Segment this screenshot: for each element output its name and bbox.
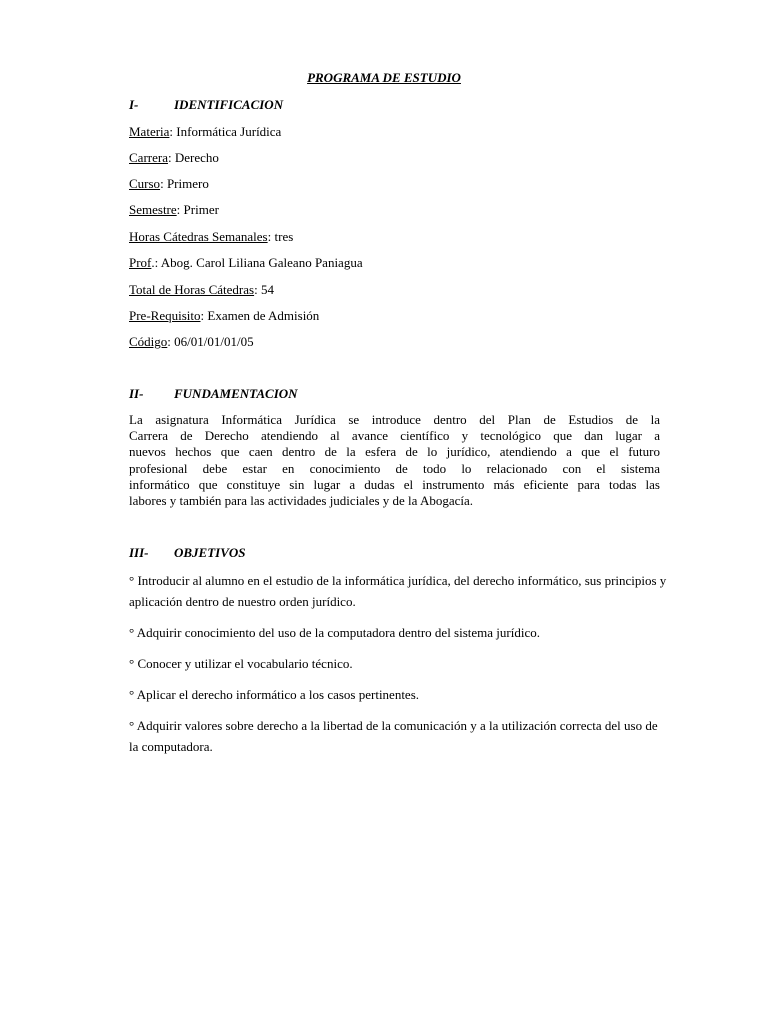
field-label: Total de Horas Cátedras — [129, 282, 255, 297]
section-number: III- — [129, 545, 149, 560]
paragraph-line: informático que constituye sin lugar a dudas el instrumento más eficiente para todas las — [129, 476, 660, 492]
field-separator: : — [167, 150, 175, 165]
section-title: OBJETIVOS — [174, 545, 246, 560]
objective-item: ° Introducir al alumno en el estudio de la informática jurídica, del derecho informático, sus principios y aplicación dentro de nuestro orden jurídico. — [129, 573, 667, 609]
section-title: FUNDAMENTACION — [174, 386, 298, 401]
field-materia — [129, 124, 281, 140]
field-value: Informática Jurídica — [176, 124, 282, 139]
section-objetivos-heading — [129, 545, 246, 561]
field-label: Prof — [129, 255, 152, 270]
objective-item: ° Adquirir valores sobre derecho a la libertad de la comunicación y a la utilización correcta del uso de la computadora. — [129, 718, 658, 754]
field-value: Primero — [166, 176, 209, 191]
field-separator: : — [200, 308, 208, 323]
field-label: Código — [129, 334, 168, 349]
field-value: Examen de Admisión — [207, 308, 320, 323]
field-label: Materia — [129, 124, 170, 139]
field-value: 06/01/01/01/05 — [174, 334, 254, 349]
section-identificacion-heading — [129, 97, 283, 113]
section-number: II- — [129, 386, 144, 401]
paragraph-line: nuevos hechos que caen dentro de la esfera de lo jurídico, atendiendo a que el futuro — [129, 444, 660, 460]
section-title: IDENTIFICACION — [174, 97, 284, 112]
field-label: Horas Cátedras Semanales — [129, 229, 268, 244]
paragraph-line: labores y también para las actividades judiciales y de la Abogacía. — [129, 493, 474, 509]
field-value: Primer — [183, 202, 219, 217]
field-pre-requisito — [129, 308, 319, 324]
field-separator: : — [169, 124, 177, 139]
paragraph-line: profesional debe estar en conocimiento de todo lo relacionado con el sistema — [129, 460, 660, 476]
objective-item: ° Aplicar el derecho informático a los casos pertinentes. — [129, 687, 420, 702]
fundamentacion-paragraph — [129, 412, 660, 509]
field-value: tres — [274, 229, 294, 244]
field-label: Curso — [129, 176, 161, 191]
objective-item: ° Conocer y utilizar el vocabulario técnico. — [129, 656, 353, 671]
section-number: I- — [129, 97, 139, 112]
objective-item: ° Adquirir conocimiento del uso de la computadora dentro del sistema jurídico. — [129, 625, 540, 640]
field-curso — [129, 176, 209, 192]
field-separator: : — [176, 202, 184, 217]
field-separator: : — [160, 176, 167, 191]
document-title: PROGRAMA DE ESTUDIO — [307, 70, 461, 85]
field-label: Semestre — [129, 202, 177, 217]
field-separator: : — [167, 334, 175, 349]
field-codigo — [129, 334, 254, 350]
section-fundamentacion-heading — [129, 386, 298, 402]
field-horas-semanales — [129, 229, 293, 245]
paragraph-line: Carrera de Derecho atendiendo al avance científico y tecnológico que dan lugar a — [129, 428, 660, 444]
field-carrera — [129, 150, 219, 166]
field-profesor — [129, 255, 363, 271]
field-label: Pre-Requisito — [129, 308, 201, 323]
field-value: Derecho — [174, 150, 219, 165]
field-label: Carrera — [129, 150, 168, 165]
field-separator: : — [267, 229, 275, 244]
field-separator: .: — [151, 255, 161, 270]
field-separator: : — [254, 282, 261, 297]
field-total-horas — [129, 282, 274, 298]
field-value: 54 — [260, 282, 274, 297]
field-value: Abog. Carol Liliana Galeano Paniagua — [160, 255, 363, 270]
paragraph-line: La asignatura Informática Jurídica se introduce dentro del Plan de Estudios de la — [129, 412, 660, 427]
field-semestre — [129, 202, 219, 218]
